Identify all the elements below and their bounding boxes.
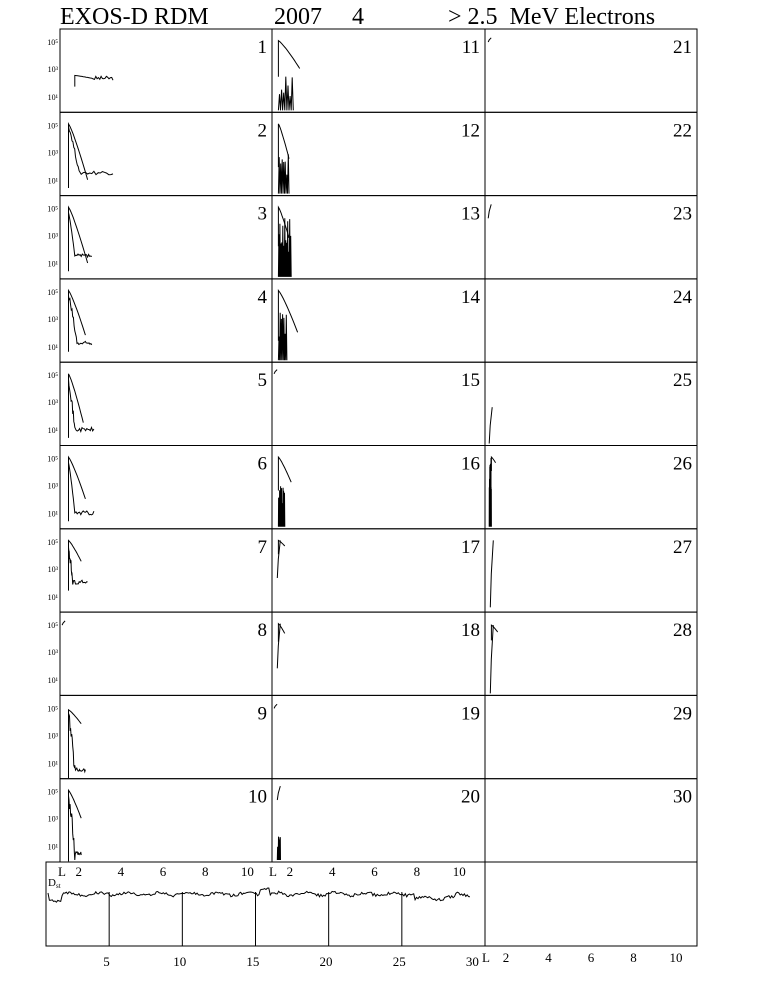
day-axis-tick-20: 20 <box>319 954 333 969</box>
day-label-2: 2 <box>257 120 267 142</box>
day-label-19: 19 <box>461 703 480 725</box>
panel-frame <box>272 529 485 612</box>
day-label-18: 18 <box>461 620 480 642</box>
day-axis-tick-25: 25 <box>392 954 406 969</box>
bottom-l-tick-10: 10 <box>669 950 683 965</box>
y-tick-label: 10⁵ <box>47 704 58 714</box>
flux-curve-day-26 <box>489 458 491 527</box>
day-label-16: 16 <box>461 453 480 475</box>
day-axis-tick-10: 10 <box>173 954 187 969</box>
y-tick-label: 10¹ <box>47 676 58 686</box>
flux-curve-day-2 <box>69 127 114 181</box>
day-label-30: 30 <box>673 786 692 808</box>
y-tick-label: 10³ <box>47 65 58 74</box>
panel-frame <box>60 29 272 112</box>
y-tick-label: 10¹ <box>47 259 58 269</box>
panel-frame <box>272 279 485 362</box>
day-label-28: 28 <box>673 620 692 642</box>
flux-curve-day-16 <box>278 486 284 527</box>
day-label-14: 14 <box>461 286 480 308</box>
flux-curve-day-12 <box>278 124 289 167</box>
y-tick-label: 10¹ <box>47 93 58 102</box>
y-tick-label: 10⁵ <box>47 121 58 131</box>
day-label-4: 4 <box>257 286 267 308</box>
y-tick-label: 10⁵ <box>47 787 58 797</box>
flux-curve-day-5 <box>69 374 84 431</box>
dst-l-axis-b-tick-8: 8 <box>413 864 421 879</box>
day-label-7: 7 <box>257 536 267 558</box>
day-axis-tick-5: 5 <box>103 954 110 969</box>
day-label-10: 10 <box>248 786 267 808</box>
y-tick-label: 10³ <box>47 231 58 241</box>
panel-frame <box>485 112 697 195</box>
panel-frame <box>485 362 697 445</box>
panel-frame <box>485 279 697 362</box>
y-tick-label: 10⁵ <box>47 204 58 214</box>
flux-curve-day-1 <box>75 75 113 86</box>
day-label-1: 1 <box>257 37 267 58</box>
day-label-8: 8 <box>257 620 267 642</box>
dst-index-line <box>48 888 470 902</box>
flux-curve-day-23 <box>488 204 491 218</box>
dst-l-axis-b-tick-2: 2 <box>286 864 294 879</box>
panel-frame <box>272 695 485 778</box>
panel-frame <box>272 446 485 529</box>
y-tick-label: 10¹ <box>47 592 58 602</box>
flux-curve-day-20 <box>277 786 280 800</box>
flux-curve-day-11 <box>278 41 299 77</box>
day-label-15: 15 <box>461 370 480 392</box>
dst-l-axis-a-tick-10: 10 <box>240 864 254 879</box>
day-label-11: 11 <box>461 37 480 58</box>
panel-frame <box>272 112 485 195</box>
panel-frame <box>60 695 272 778</box>
panel-frame <box>60 612 272 695</box>
flux-curve-day-5 <box>69 379 94 438</box>
day-label-22: 22 <box>673 120 692 142</box>
header-month: 4 <box>352 4 364 30</box>
panel-frame <box>485 779 697 862</box>
flux-curve-day-4 <box>69 291 86 344</box>
flux-curve-day-7 <box>69 540 82 569</box>
dst-l-axis-a-tick-6: 6 <box>159 864 167 879</box>
bottom-l-tick-8: 8 <box>630 950 637 965</box>
day-label-5: 5 <box>257 370 267 392</box>
flux-curve-day-8 <box>62 621 65 625</box>
y-tick-label: 10³ <box>47 814 58 824</box>
flux-curve-day-19 <box>274 704 277 708</box>
panel-frame <box>60 196 272 279</box>
panel-frame <box>60 362 272 445</box>
dst-l-axis-b-tick-10: 10 <box>452 864 466 879</box>
y-tick-label: 10⁵ <box>47 537 58 547</box>
flux-curve-day-13 <box>278 218 291 277</box>
dst-l-axis-a-l-label: L <box>58 864 66 879</box>
flux-curve-day-25 <box>489 407 492 443</box>
flux-curve-day-2 <box>69 124 88 188</box>
panel-frame <box>485 529 697 612</box>
day-axis-tick-30: 30 <box>465 954 479 969</box>
y-tick-label: 10³ <box>47 398 58 408</box>
y-tick-label: 10¹ <box>47 509 58 519</box>
flux-curve-day-15 <box>274 370 277 374</box>
header-instrument: EXOS-D RDM <box>60 4 209 30</box>
flux-curve-day-7 <box>69 547 88 590</box>
panel-frame <box>60 446 272 529</box>
dst-l-axis-b-tick-4: 4 <box>328 864 336 879</box>
flux-curve-day-20 <box>277 837 280 860</box>
y-tick-label: 10³ <box>47 481 58 491</box>
panel-frame <box>272 196 485 279</box>
dst-l-axis-a-tick-2: 2 <box>75 864 83 879</box>
header-particle: > 2.5 MeV Electrons <box>448 4 656 30</box>
dst-l-axis-a-tick-8: 8 <box>201 864 209 879</box>
flux-curve-day-3 <box>69 207 88 271</box>
day-axis-tick-15: 15 <box>246 954 260 969</box>
y-tick-label: 10¹ <box>47 426 58 436</box>
day-label-9: 9 <box>257 703 267 725</box>
dst-l-axis-b-l-label: L <box>269 864 277 879</box>
y-tick-label: 10³ <box>47 648 58 658</box>
y-tick-label: 10¹ <box>47 842 58 852</box>
day-label-13: 13 <box>461 203 480 225</box>
flux-curve-day-4 <box>69 296 92 352</box>
day-label-21: 21 <box>673 37 692 58</box>
day-label-25: 25 <box>673 370 692 392</box>
panel-frame <box>485 695 697 778</box>
flux-curve-day-27 <box>490 540 493 607</box>
flux-curve-day-11 <box>278 77 293 111</box>
flux-curve-day-6 <box>69 463 94 522</box>
day-label-17: 17 <box>461 536 480 558</box>
panel-frame <box>60 112 272 195</box>
day-label-26: 26 <box>673 453 692 475</box>
y-tick-label: 10⁵ <box>47 621 58 631</box>
dst-l-axis-a-tick-4: 4 <box>117 864 125 879</box>
panel-frame <box>272 612 485 695</box>
day-label-6: 6 <box>257 453 267 475</box>
y-tick-label: 10⁵ <box>47 287 58 297</box>
flux-curve-day-10 <box>69 796 82 862</box>
panel-frame <box>60 279 272 362</box>
flux-curve-day-9 <box>69 715 86 779</box>
bottom-l-label: L <box>482 950 490 965</box>
day-label-27: 27 <box>673 536 692 558</box>
y-tick-label: 10¹ <box>47 342 58 352</box>
day-label-20: 20 <box>461 786 480 808</box>
dst-label: D <box>48 877 56 889</box>
day-label-12: 12 <box>461 120 480 142</box>
y-tick-label: 10¹ <box>47 759 58 769</box>
day-label-3: 3 <box>257 203 267 225</box>
y-tick-label: 10³ <box>47 314 58 324</box>
day-label-23: 23 <box>673 203 692 225</box>
day-label-29: 29 <box>673 703 692 725</box>
flux-curve-day-12 <box>278 154 289 193</box>
panel-frame <box>272 362 485 445</box>
header-year: 2007 <box>274 4 322 30</box>
panel-frame <box>485 446 697 529</box>
panel-frame <box>485 612 697 695</box>
y-tick-label: 10³ <box>47 564 58 574</box>
panel-frame <box>60 779 272 862</box>
panel-frame <box>60 529 272 612</box>
flux-curve-day-26 <box>491 457 495 471</box>
empty-panel-frame <box>485 862 697 946</box>
panel-frame <box>485 196 697 279</box>
bottom-l-tick-2: 2 <box>502 950 510 965</box>
y-tick-label: 10¹ <box>47 176 58 186</box>
y-tick-label: 10³ <box>47 731 58 741</box>
dst-l-axis-b-tick-6: 6 <box>371 864 378 879</box>
flux-curve-day-21 <box>488 38 491 42</box>
y-tick-label: 10⁵ <box>47 454 58 464</box>
y-tick-label: 10³ <box>47 148 58 158</box>
panel-frame <box>485 29 697 112</box>
y-tick-label: 10⁵ <box>47 371 58 381</box>
dst-label-sub: st <box>56 882 61 890</box>
bottom-l-tick-6: 6 <box>587 950 595 965</box>
bottom-l-tick-4: 4 <box>545 950 552 965</box>
day-label-24: 24 <box>673 286 692 308</box>
panel-frame <box>272 29 485 112</box>
y-tick-label: 10⁵ <box>47 38 58 47</box>
panel-frame <box>272 779 485 862</box>
flux-curve-day-16 <box>278 457 291 490</box>
flux-curve-day-14 <box>278 313 287 360</box>
